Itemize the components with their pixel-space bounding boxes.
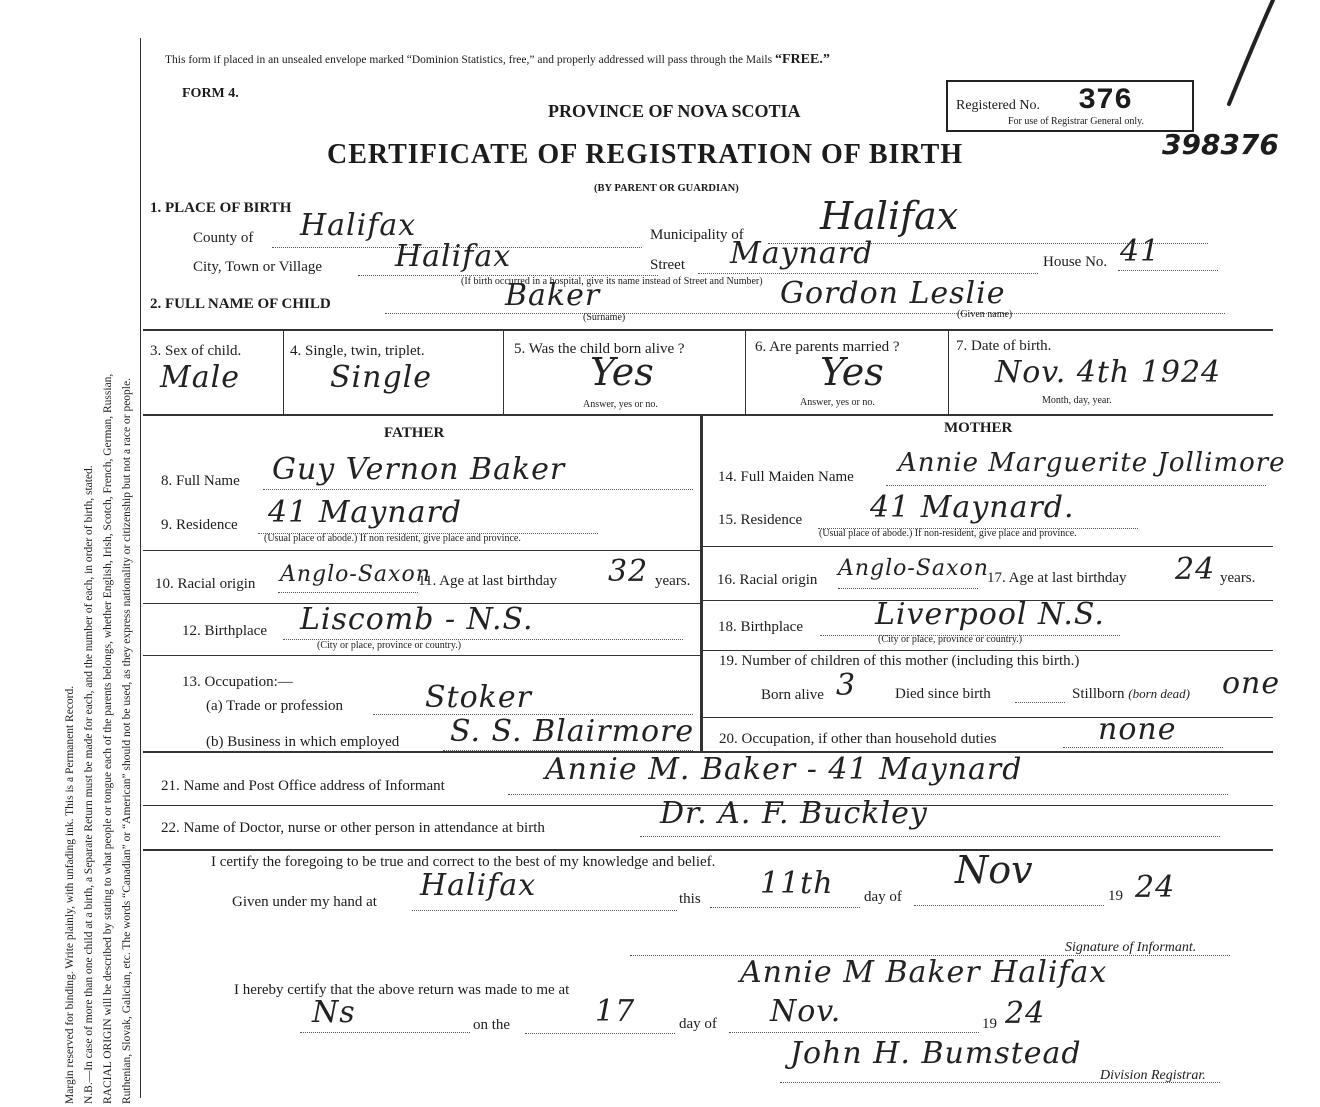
registrar-signature: John H. Bumstead <box>790 1036 1082 1071</box>
mail-notice-free: “FREE.” <box>774 52 830 67</box>
father-name-line <box>263 489 693 490</box>
married-label: 6. Are parents married ? <box>755 339 900 355</box>
stillborn-label <box>1072 686 1190 703</box>
registrar-year-value: 24 <box>1005 996 1046 1031</box>
house-value: 41 <box>1120 234 1161 269</box>
stillborn-label-text: Stillborn <box>1072 686 1125 702</box>
file-number: 398376 <box>1162 128 1279 161</box>
certify-month-line <box>914 905 1104 906</box>
doctor-line <box>640 836 1220 837</box>
children-count-label: 19. Number of children of this mother (including this birth.) <box>719 653 1080 669</box>
informant-signature: Annie M Baker Halifax <box>740 955 1108 990</box>
street-label: Street <box>650 257 685 273</box>
dob-caption: Month, day, year. <box>1042 395 1112 406</box>
father-birthplace-caption: (City or place, province or country.) <box>317 640 462 651</box>
father-age-value: 32 <box>608 554 649 589</box>
certify-day-of-label: day of <box>864 889 902 905</box>
certify-month-value: Nov <box>955 848 1033 892</box>
rule-f3 <box>143 655 700 656</box>
hospital-note: (If birth occurred in a hospital, give its name instead of Street and Number) <box>461 276 763 287</box>
rule-1 <box>143 329 1273 331</box>
father-racial-label: 10. Racial origin <box>155 576 256 592</box>
certify-day-line <box>710 907 860 908</box>
rule-m1 <box>703 546 1273 547</box>
father-name-label: 8. Full Name <box>161 473 240 489</box>
division-registrar-caption: Division Registrar. <box>1100 1068 1206 1083</box>
registrar-place-value: Ns <box>312 995 356 1030</box>
informant-value: Annie M. Baker - 41 Maynard <box>545 752 1023 787</box>
father-trade-label: (a) Trade or profession <box>206 698 344 714</box>
registrar-month-line <box>729 1032 979 1033</box>
dob-value: Nov. 4th 1924 <box>995 355 1222 390</box>
registered-box <box>946 80 1194 132</box>
father-trade-value: Stoker <box>425 680 532 715</box>
father-racial-line <box>278 592 418 593</box>
mother-racial-label: 16. Racial origin <box>717 572 818 588</box>
col-div-3 <box>745 331 746 414</box>
mother-birthplace-value: Liverpool N.S. <box>875 597 1105 632</box>
this-label: this <box>679 891 701 907</box>
province-heading: PROVINCE OF NOVA SCOTIA <box>548 101 801 121</box>
given-name-caption: (Given name) <box>957 309 1013 320</box>
col-div-2 <box>503 331 504 414</box>
given-under-label: Given under my hand at <box>232 894 377 910</box>
municipality-label: Municipality of <box>650 227 744 243</box>
father-racial-value: Anglo-Saxon <box>280 562 431 587</box>
father-residence-caption: (Usual place of abode.) If non resident, give place and province. <box>264 533 521 544</box>
married-caption: Answer, yes or no. <box>800 397 875 408</box>
binding-margin <box>0 0 140 1107</box>
mother-name-label: 14. Full Maiden Name <box>718 469 854 485</box>
rule-2 <box>143 414 1273 416</box>
mother-racial-value: Anglo-Saxon <box>838 556 989 581</box>
city-label: City, Town or Village <box>193 259 323 275</box>
parents-divider <box>700 416 703 751</box>
margin-note-racial-origin-cont: Ruthenian, Slovak, Galician, etc. The words “Canadian” or “American” should not be used, as they express nationality or citizenship but not a race or people. <box>121 378 133 1104</box>
doctor-label: 22. Name of Doctor, nurse or other person in attendance at birth <box>161 820 545 836</box>
mother-name-value: Annie Marguerite Jollimore <box>898 448 1286 478</box>
father-residence-label: 9. Residence <box>161 517 238 533</box>
street-value: Maynard <box>730 236 874 271</box>
registrar-day-of-label: day of <box>679 1016 717 1032</box>
house-line <box>1118 270 1218 271</box>
plurality-label: 4. Single, twin, triplet. <box>290 343 425 359</box>
mother-heading: MOTHER <box>944 420 1013 436</box>
father-occupation-label: 13. Occupation:— <box>182 674 293 690</box>
registrar-note: For use of Registrar General only. <box>1008 116 1144 127</box>
alive-label: 5. Was the child born alive ? <box>514 341 685 357</box>
born-alive-label: Born alive <box>761 687 824 703</box>
registrar-place-line <box>300 1032 470 1033</box>
surname-caption: (Surname) <box>583 312 626 323</box>
born-alive-value: 3 <box>836 668 857 703</box>
stillborn-value: one <box>1222 666 1281 701</box>
mother-years: years. <box>1220 570 1256 586</box>
mother-occupation-label: 20. Occupation, if other than household duties <box>719 731 997 747</box>
page-title: CERTIFICATE OF REGISTRATION OF BIRTH <box>327 139 964 170</box>
dob-label: 7. Date of birth. <box>956 338 1052 354</box>
plurality-value: Single <box>330 360 433 395</box>
father-residence-value: 41 Maynard <box>268 495 463 530</box>
informant-label: 21. Name and Post Office address of Informant <box>161 778 445 794</box>
mother-age-value: 24 <box>1175 552 1216 587</box>
registrar-month-value: Nov. <box>770 994 842 1029</box>
doctor-value: Dr. A. F. Buckley <box>660 796 928 831</box>
father-birthplace-value: Liscomb - N.S. <box>300 602 534 637</box>
stillborn-note: (born dead) <box>1128 686 1191 701</box>
county-value: Halifax <box>300 208 417 243</box>
registrar-day-value: 17 <box>595 994 636 1029</box>
rule-5 <box>143 849 1273 851</box>
father-name-value: Guy Vernon Baker <box>272 452 566 487</box>
father-business-label: (b) Business in which employed <box>206 734 400 750</box>
city-value: Halifax <box>395 239 512 274</box>
father-age-label: 11. Age at last birthday <box>418 573 557 589</box>
child-given-name: Gordon Leslie <box>780 276 1006 311</box>
married-value: Yes <box>820 350 884 394</box>
margin-note-multiple-births: N.B.—In case of more than one child at a birth, a Separate Return must be made for each, and the number of each, in order of birth, stated. <box>83 465 95 1104</box>
registered-label: Registered No. <box>956 98 1040 113</box>
died-since-birth-label: Died since birth <box>895 686 991 702</box>
house-label: House No. <box>1043 254 1108 270</box>
informant-line <box>508 794 1228 795</box>
margin-note-racial-origin: RACIAL ORIGIN will be described by stating to what people or tongue each of the parents belongs, whether English, Irish, Scotch, French, German, Russian, <box>102 373 114 1104</box>
mail-notice-text: This form if placed in an unsealed envelope marked “Dominion Statistics, free,” and properly addressed will pass through the Mails <box>165 54 773 66</box>
rule-m4 <box>703 717 1273 718</box>
certify-year-prefix: 19 <box>1108 888 1123 904</box>
margin-note-binding: Margin reserved for binding. Write plainly, with unfading ink. This is a Permanent Record. <box>64 685 76 1104</box>
mother-birthplace-caption: (City or place, province or country.) <box>878 634 1023 645</box>
mother-age-label: 17. Age at last birthday <box>987 570 1127 586</box>
child-name-line <box>385 313 1225 314</box>
alive-value: Yes <box>590 350 654 394</box>
died-line <box>1015 702 1065 703</box>
sex-value: Male <box>160 360 240 395</box>
father-business-value: S. S. Blairmore <box>450 714 695 749</box>
street-line <box>698 273 1038 274</box>
informant-signature-caption: Signature of Informant. <box>1065 940 1197 955</box>
given-place-value: Halifax <box>420 868 537 903</box>
registered-number: 376 <box>1078 84 1133 118</box>
col-div-4 <box>948 331 949 414</box>
certify-day-value: 11th <box>760 866 834 901</box>
municipality-value: Halifax <box>820 194 959 238</box>
certify-statement: I certify the foregoing to be true and correct to the best of my knowledge and belief. <box>211 854 716 870</box>
mother-occupation-line <box>1063 747 1223 748</box>
child-name-label: 2. FULL NAME OF CHILD <box>150 296 331 312</box>
certify-year-value: 24 <box>1135 870 1176 905</box>
given-place-line <box>412 910 677 911</box>
page-subtitle: (BY PARENT OR GUARDIAN) <box>594 183 739 194</box>
mother-birthplace-label: 18. Birthplace <box>718 619 803 635</box>
form-number: FORM 4. <box>182 86 239 101</box>
mother-name-line <box>886 485 1266 486</box>
father-years: years. <box>655 573 691 589</box>
father-birthplace-label: 12. Birthplace <box>182 623 267 639</box>
place-of-birth-label: 1. PLACE OF BIRTH <box>150 200 292 216</box>
father-heading: FATHER <box>384 425 445 441</box>
margin-rule <box>140 38 141 1098</box>
mother-occupation-value: none <box>1098 712 1177 747</box>
registrar-day-line <box>525 1033 675 1034</box>
county-label: County of <box>193 230 254 246</box>
registrar-on-label: on the <box>473 1017 511 1033</box>
mail-notice <box>165 52 830 68</box>
registrar-year-prefix: 19 <box>982 1016 997 1032</box>
rule-m3 <box>703 650 1273 651</box>
mother-racial-line <box>838 588 978 589</box>
alive-caption: Answer, yes or no. <box>583 399 658 410</box>
sex-label: 3. Sex of child. <box>150 343 242 359</box>
child-surname: Baker <box>505 278 601 313</box>
mother-residence-caption: (Usual place of abode.) If non-resident, give place and province. <box>819 528 1077 539</box>
mother-residence-value: 41 Maynard. <box>870 490 1075 525</box>
mother-residence-label: 15. Residence <box>718 512 803 528</box>
rule-f1 <box>143 550 700 551</box>
registrar-statement: I hereby certify that the above return was made to me at <box>234 982 570 998</box>
col-div-1 <box>283 331 284 414</box>
pen-stroke-mark <box>1215 0 1285 110</box>
